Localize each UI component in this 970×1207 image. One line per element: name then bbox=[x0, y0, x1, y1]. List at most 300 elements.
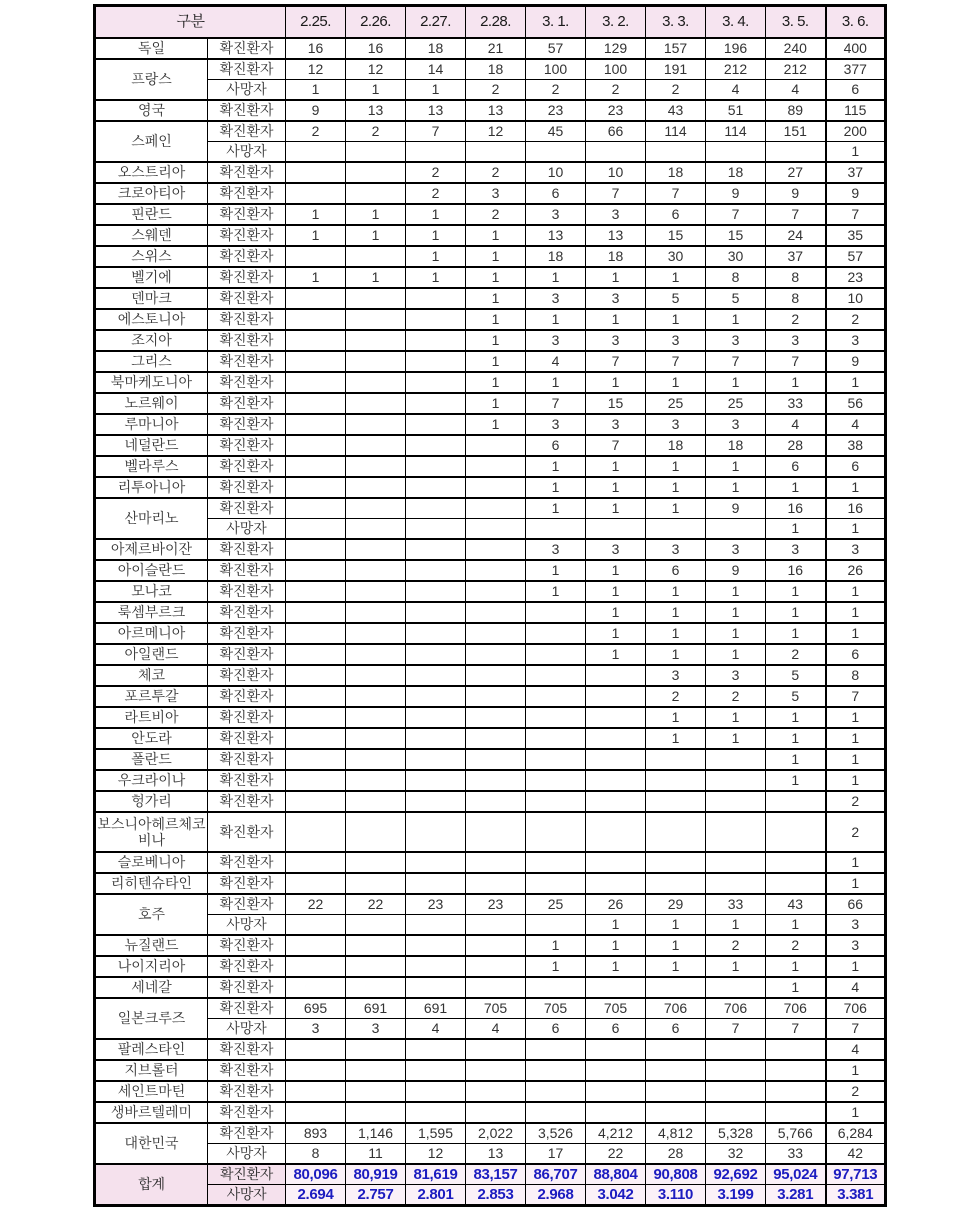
row-type-cell: 확진환자 bbox=[208, 581, 286, 602]
value-cell: 100 bbox=[586, 59, 646, 80]
value-cell bbox=[586, 665, 646, 686]
value-cell: 6 bbox=[646, 560, 706, 581]
value-cell: 3 bbox=[586, 539, 646, 560]
row-type-cell: 확진환자 bbox=[208, 1060, 286, 1081]
value-cell bbox=[286, 791, 346, 812]
value-cell bbox=[346, 309, 406, 330]
table-row bbox=[95, 121, 886, 142]
value-cell: 5,766 bbox=[766, 1123, 826, 1144]
total-value-cell: 2.757 bbox=[346, 1185, 406, 1206]
table-row bbox=[95, 435, 886, 456]
value-cell bbox=[286, 393, 346, 414]
country-name-cell: 루마니아 bbox=[95, 414, 208, 435]
value-cell bbox=[526, 852, 586, 873]
value-cell: 157 bbox=[646, 38, 706, 59]
value-cell bbox=[346, 393, 406, 414]
value-cell: 15 bbox=[706, 225, 766, 246]
value-cell bbox=[706, 852, 766, 873]
row-type-cell: 확진환자 bbox=[208, 873, 286, 894]
table-row bbox=[95, 519, 886, 540]
value-cell: 7 bbox=[706, 204, 766, 225]
value-cell: 9 bbox=[706, 560, 766, 581]
value-cell: 1 bbox=[646, 498, 706, 519]
value-cell bbox=[406, 707, 466, 728]
value-cell bbox=[346, 770, 406, 791]
date-header-cell: 2.28. bbox=[466, 6, 526, 39]
value-cell: 43 bbox=[646, 100, 706, 121]
table-row bbox=[95, 1039, 886, 1060]
date-header-cell: 3. 6. bbox=[826, 6, 886, 39]
value-cell: 3 bbox=[826, 330, 886, 351]
value-cell: 1 bbox=[766, 581, 826, 602]
value-cell: 5,328 bbox=[706, 1123, 766, 1144]
value-cell: 1 bbox=[826, 707, 886, 728]
value-cell: 2 bbox=[406, 183, 466, 204]
value-cell: 2 bbox=[466, 204, 526, 225]
value-cell: 2 bbox=[826, 309, 886, 330]
value-cell: 11 bbox=[346, 1144, 406, 1165]
value-cell bbox=[646, 873, 706, 894]
table-row bbox=[95, 852, 886, 873]
country-name-cell: 안도라 bbox=[95, 728, 208, 749]
row-type-cell: 확진환자 bbox=[208, 749, 286, 770]
table-row bbox=[95, 1144, 886, 1165]
value-cell: 4,212 bbox=[586, 1123, 646, 1144]
value-cell: 18 bbox=[526, 246, 586, 267]
row-type-cell: 사망자 bbox=[208, 142, 286, 163]
value-cell: 1 bbox=[586, 623, 646, 644]
value-cell: 4 bbox=[766, 414, 826, 435]
country-name-cell: 벨기에 bbox=[95, 267, 208, 288]
value-cell: 1 bbox=[826, 142, 886, 163]
value-cell: 1 bbox=[346, 80, 406, 101]
value-cell: 1 bbox=[586, 477, 646, 498]
value-cell: 1 bbox=[286, 204, 346, 225]
value-cell: 3 bbox=[346, 1019, 406, 1040]
value-cell bbox=[346, 1081, 406, 1102]
total-value-cell: 97,713 bbox=[826, 1164, 886, 1185]
value-cell: 1,595 bbox=[406, 1123, 466, 1144]
row-type-cell: 확진환자 bbox=[208, 977, 286, 998]
country-name-cell: 북마케도니아 bbox=[95, 372, 208, 393]
value-cell bbox=[586, 791, 646, 812]
row-type-cell: 확진환자 bbox=[208, 1102, 286, 1123]
row-type-cell: 확진환자 bbox=[208, 1039, 286, 1060]
value-cell: 3 bbox=[826, 935, 886, 956]
date-header-cell: 2.27. bbox=[406, 6, 466, 39]
value-cell bbox=[706, 142, 766, 163]
value-cell: 2 bbox=[706, 935, 766, 956]
row-type-cell: 확진환자 bbox=[208, 602, 286, 623]
value-cell: 2 bbox=[766, 935, 826, 956]
value-cell: 1 bbox=[346, 204, 406, 225]
value-cell: 2 bbox=[286, 121, 346, 142]
value-cell bbox=[766, 1102, 826, 1123]
value-cell bbox=[346, 288, 406, 309]
value-cell bbox=[586, 1060, 646, 1081]
value-cell bbox=[406, 372, 466, 393]
value-cell bbox=[526, 1039, 586, 1060]
value-cell bbox=[286, 956, 346, 977]
value-cell bbox=[286, 581, 346, 602]
value-cell: 18 bbox=[406, 38, 466, 59]
value-cell bbox=[406, 498, 466, 519]
value-cell: 25 bbox=[706, 393, 766, 414]
value-cell: 1 bbox=[646, 935, 706, 956]
row-type-cell: 확진환자 bbox=[208, 121, 286, 142]
value-cell bbox=[466, 728, 526, 749]
country-name-cell: 슬로베니아 bbox=[95, 852, 208, 873]
value-cell: 12 bbox=[406, 1144, 466, 1165]
value-cell: 1 bbox=[466, 393, 526, 414]
value-cell bbox=[526, 1060, 586, 1081]
value-cell: 9 bbox=[766, 183, 826, 204]
value-cell bbox=[346, 935, 406, 956]
value-cell: 1 bbox=[826, 852, 886, 873]
row-type-cell: 확진환자 bbox=[208, 330, 286, 351]
value-cell bbox=[706, 770, 766, 791]
total-row bbox=[95, 1164, 886, 1185]
total-value-cell: 3.042 bbox=[586, 1185, 646, 1206]
value-cell: 1 bbox=[646, 602, 706, 623]
value-cell: 1 bbox=[526, 309, 586, 330]
value-cell bbox=[346, 977, 406, 998]
value-cell: 100 bbox=[526, 59, 586, 80]
value-cell bbox=[346, 560, 406, 581]
row-type-cell: 확진환자 bbox=[208, 644, 286, 665]
value-cell: 3 bbox=[586, 414, 646, 435]
value-cell: 3 bbox=[826, 915, 886, 936]
value-cell bbox=[286, 142, 346, 163]
value-cell: 2 bbox=[526, 80, 586, 101]
value-cell: 706 bbox=[646, 998, 706, 1019]
value-cell bbox=[346, 162, 406, 183]
value-cell bbox=[466, 665, 526, 686]
value-cell bbox=[286, 477, 346, 498]
value-cell bbox=[586, 707, 646, 728]
value-cell: 1 bbox=[706, 602, 766, 623]
total-value-cell: 2.853 bbox=[466, 1185, 526, 1206]
value-cell bbox=[466, 1102, 526, 1123]
value-cell: 3 bbox=[586, 330, 646, 351]
value-cell bbox=[706, 749, 766, 770]
value-cell bbox=[766, 1060, 826, 1081]
value-cell: 129 bbox=[586, 38, 646, 59]
value-cell: 23 bbox=[406, 894, 466, 915]
country-name-cell: 덴마크 bbox=[95, 288, 208, 309]
value-cell bbox=[286, 812, 346, 852]
value-cell bbox=[466, 956, 526, 977]
value-cell: 7 bbox=[646, 351, 706, 372]
value-cell bbox=[646, 812, 706, 852]
table-row bbox=[95, 162, 886, 183]
value-cell bbox=[346, 873, 406, 894]
value-cell: 43 bbox=[766, 894, 826, 915]
value-cell: 23 bbox=[826, 267, 886, 288]
value-cell bbox=[346, 812, 406, 852]
value-cell: 2 bbox=[646, 80, 706, 101]
value-cell: 1 bbox=[766, 707, 826, 728]
value-cell bbox=[526, 707, 586, 728]
row-type-cell: 확진환자 bbox=[208, 393, 286, 414]
value-cell bbox=[346, 142, 406, 163]
table-row bbox=[95, 498, 886, 519]
table-row bbox=[95, 581, 886, 602]
row-type-cell: 확진환자 bbox=[208, 956, 286, 977]
value-cell: 42 bbox=[826, 1144, 886, 1165]
value-cell: 3 bbox=[766, 539, 826, 560]
value-cell: 1 bbox=[826, 728, 886, 749]
value-cell bbox=[406, 519, 466, 540]
value-cell: 16 bbox=[346, 38, 406, 59]
value-cell: 7 bbox=[586, 183, 646, 204]
value-cell: 4 bbox=[766, 80, 826, 101]
value-cell bbox=[406, 623, 466, 644]
value-cell: 7 bbox=[526, 393, 586, 414]
value-cell bbox=[406, 456, 466, 477]
total-value-cell: 95,024 bbox=[766, 1164, 826, 1185]
value-cell bbox=[286, 1060, 346, 1081]
table-row bbox=[95, 456, 886, 477]
country-name-cell: 아이슬란드 bbox=[95, 560, 208, 581]
value-cell: 706 bbox=[766, 998, 826, 1019]
value-cell bbox=[706, 519, 766, 540]
value-cell: 1 bbox=[586, 956, 646, 977]
value-cell bbox=[406, 581, 466, 602]
value-cell: 1 bbox=[826, 1102, 886, 1123]
table-row bbox=[95, 707, 886, 728]
country-name-cell: 아르메니아 bbox=[95, 623, 208, 644]
value-cell: 3 bbox=[526, 330, 586, 351]
value-cell: 1 bbox=[826, 1060, 886, 1081]
row-type-cell: 확진환자 bbox=[208, 372, 286, 393]
value-cell: 1 bbox=[766, 728, 826, 749]
value-cell: 1 bbox=[286, 267, 346, 288]
country-name-cell: 생바르텔레미 bbox=[95, 1102, 208, 1123]
table-row bbox=[95, 956, 886, 977]
row-type-cell: 사망자 bbox=[208, 519, 286, 540]
table-row bbox=[95, 602, 886, 623]
value-cell bbox=[346, 1039, 406, 1060]
row-type-cell: 확진환자 bbox=[208, 728, 286, 749]
value-cell bbox=[586, 728, 646, 749]
value-cell bbox=[406, 812, 466, 852]
country-name-cell: 리투아니아 bbox=[95, 477, 208, 498]
value-cell bbox=[286, 288, 346, 309]
value-cell bbox=[286, 330, 346, 351]
row-type-cell: 확진환자 bbox=[208, 59, 286, 80]
table-row bbox=[95, 873, 886, 894]
value-cell bbox=[466, 1060, 526, 1081]
value-cell bbox=[586, 1081, 646, 1102]
value-cell: 1 bbox=[706, 956, 766, 977]
value-cell: 3 bbox=[706, 539, 766, 560]
value-cell: 16 bbox=[826, 498, 886, 519]
value-cell: 1 bbox=[646, 956, 706, 977]
value-cell bbox=[526, 1102, 586, 1123]
value-cell bbox=[646, 1081, 706, 1102]
value-cell: 151 bbox=[766, 121, 826, 142]
country-name-cell: 룩셈부르크 bbox=[95, 602, 208, 623]
country-name-cell: 뉴질랜드 bbox=[95, 935, 208, 956]
value-cell bbox=[766, 791, 826, 812]
value-cell bbox=[286, 770, 346, 791]
table-row bbox=[95, 267, 886, 288]
value-cell: 196 bbox=[706, 38, 766, 59]
value-cell: 13 bbox=[346, 100, 406, 121]
value-cell: 1 bbox=[586, 602, 646, 623]
value-cell bbox=[286, 183, 346, 204]
value-cell: 3 bbox=[526, 204, 586, 225]
value-cell: 13 bbox=[526, 225, 586, 246]
value-cell: 1 bbox=[586, 309, 646, 330]
value-cell: 7 bbox=[766, 204, 826, 225]
value-cell bbox=[286, 686, 346, 707]
value-cell: 1 bbox=[406, 225, 466, 246]
row-type-cell: 확진환자 bbox=[208, 204, 286, 225]
value-cell bbox=[346, 435, 406, 456]
value-cell bbox=[286, 935, 346, 956]
total-value-cell: 3.110 bbox=[646, 1185, 706, 1206]
value-cell bbox=[286, 915, 346, 936]
value-cell: 66 bbox=[586, 121, 646, 142]
value-cell: 6,284 bbox=[826, 1123, 886, 1144]
value-cell bbox=[286, 602, 346, 623]
value-cell bbox=[406, 770, 466, 791]
value-cell: 9 bbox=[826, 183, 886, 204]
value-cell: 114 bbox=[646, 121, 706, 142]
value-cell: 3 bbox=[646, 539, 706, 560]
table-row bbox=[95, 977, 886, 998]
value-cell bbox=[286, 1081, 346, 1102]
value-cell: 695 bbox=[286, 998, 346, 1019]
value-cell bbox=[466, 749, 526, 770]
value-cell: 1 bbox=[706, 477, 766, 498]
value-cell bbox=[526, 812, 586, 852]
value-cell: 2 bbox=[706, 686, 766, 707]
value-cell bbox=[286, 852, 346, 873]
country-name-cell: 크로아티아 bbox=[95, 183, 208, 204]
value-cell: 5 bbox=[646, 288, 706, 309]
value-cell: 1 bbox=[646, 707, 706, 728]
row-type-cell: 사망자 bbox=[208, 80, 286, 101]
country-name-cell: 나이지리아 bbox=[95, 956, 208, 977]
value-cell bbox=[586, 1102, 646, 1123]
value-cell: 8 bbox=[826, 665, 886, 686]
value-cell: 1 bbox=[646, 581, 706, 602]
value-cell bbox=[346, 749, 406, 770]
table-body bbox=[95, 6, 886, 1206]
value-cell: 1 bbox=[466, 309, 526, 330]
value-cell: 1 bbox=[766, 602, 826, 623]
value-cell bbox=[346, 1102, 406, 1123]
value-cell: 1 bbox=[586, 644, 646, 665]
table-row bbox=[95, 749, 886, 770]
value-cell: 1 bbox=[646, 915, 706, 936]
value-cell: 10 bbox=[586, 162, 646, 183]
value-cell: 18 bbox=[646, 162, 706, 183]
row-type-cell: 확진환자 bbox=[208, 935, 286, 956]
value-cell bbox=[406, 915, 466, 936]
value-cell: 2 bbox=[466, 80, 526, 101]
value-cell: 23 bbox=[586, 100, 646, 121]
value-cell: 2 bbox=[826, 812, 886, 852]
value-cell: 1 bbox=[526, 477, 586, 498]
value-cell: 1 bbox=[766, 749, 826, 770]
row-type-cell: 확진환자 bbox=[208, 852, 286, 873]
row-type-cell: 확진환자 bbox=[208, 498, 286, 519]
country-name-cell: 오스트리아 bbox=[95, 162, 208, 183]
value-cell: 1 bbox=[586, 560, 646, 581]
value-cell: 2 bbox=[586, 80, 646, 101]
row-type-cell: 확진환자 bbox=[208, 246, 286, 267]
value-cell: 1 bbox=[826, 770, 886, 791]
country-name-cell: 스페인 bbox=[95, 121, 208, 162]
row-type-cell: 사망자 bbox=[208, 1144, 286, 1165]
value-cell: 1 bbox=[826, 372, 886, 393]
value-cell: 2 bbox=[766, 309, 826, 330]
value-cell: 1 bbox=[706, 728, 766, 749]
row-type-cell: 확진환자 bbox=[208, 477, 286, 498]
row-type-cell: 확진환자 bbox=[208, 812, 286, 852]
row-type-cell: 사망자 bbox=[208, 915, 286, 936]
value-cell: 17 bbox=[526, 1144, 586, 1165]
value-cell: 1 bbox=[646, 623, 706, 644]
total-value-cell: 2.968 bbox=[526, 1185, 586, 1206]
row-type-cell: 사망자 bbox=[208, 1019, 286, 1040]
table-row bbox=[95, 330, 886, 351]
covid-status-table bbox=[93, 4, 887, 1207]
value-cell bbox=[706, 873, 766, 894]
value-cell bbox=[466, 560, 526, 581]
value-cell bbox=[406, 728, 466, 749]
value-cell: 1 bbox=[466, 288, 526, 309]
value-cell bbox=[586, 873, 646, 894]
value-cell bbox=[766, 1039, 826, 1060]
value-cell: 1,146 bbox=[346, 1123, 406, 1144]
value-cell bbox=[286, 728, 346, 749]
country-name-cell: 세네갈 bbox=[95, 977, 208, 998]
value-cell bbox=[286, 372, 346, 393]
value-cell bbox=[406, 435, 466, 456]
value-cell bbox=[526, 749, 586, 770]
country-name-cell: 프랑스 bbox=[95, 59, 208, 100]
value-cell bbox=[406, 644, 466, 665]
value-cell bbox=[346, 372, 406, 393]
value-cell bbox=[406, 602, 466, 623]
value-cell: 1 bbox=[406, 80, 466, 101]
value-cell bbox=[406, 539, 466, 560]
value-cell: 1 bbox=[346, 267, 406, 288]
row-type-cell: 확진환자 bbox=[208, 267, 286, 288]
value-cell: 3 bbox=[766, 330, 826, 351]
value-cell: 1 bbox=[826, 956, 886, 977]
value-cell: 2 bbox=[646, 686, 706, 707]
table-row bbox=[95, 80, 886, 101]
country-name-cell: 노르웨이 bbox=[95, 393, 208, 414]
value-cell: 1 bbox=[706, 707, 766, 728]
value-cell: 705 bbox=[466, 998, 526, 1019]
table-row bbox=[95, 1123, 886, 1144]
value-cell bbox=[286, 162, 346, 183]
total-value-cell: 3.199 bbox=[706, 1185, 766, 1206]
value-cell bbox=[526, 665, 586, 686]
value-cell: 18 bbox=[646, 435, 706, 456]
value-cell: 22 bbox=[286, 894, 346, 915]
value-cell: 1 bbox=[766, 956, 826, 977]
value-cell bbox=[526, 686, 586, 707]
value-cell: 3 bbox=[586, 204, 646, 225]
